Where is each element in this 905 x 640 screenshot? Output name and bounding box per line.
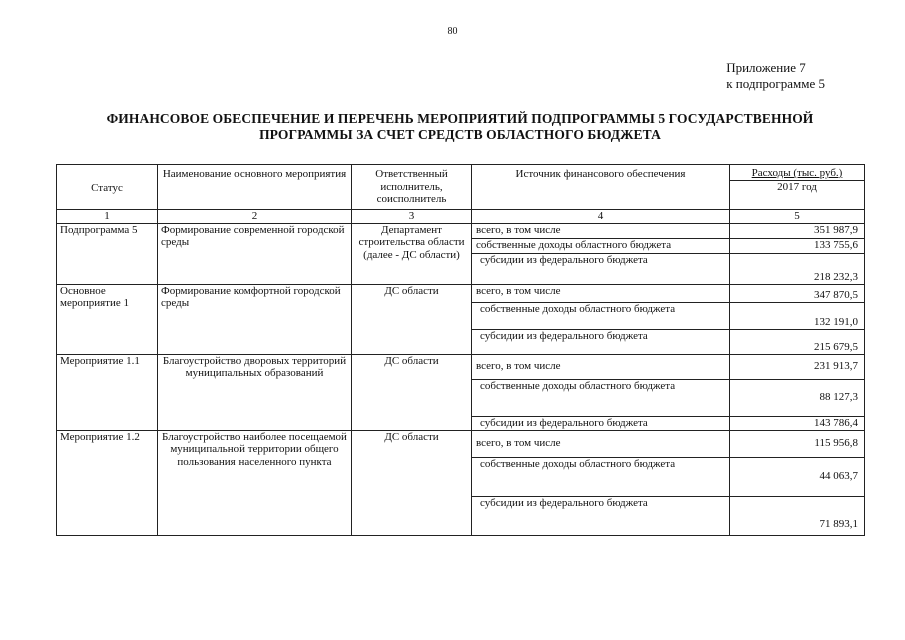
- title-line-2: ПРОГРАММЫ ЗА СЧЕТ СРЕДСТВ ОБЛАСТНОГО БЮДЖЕТА: [259, 127, 661, 142]
- row-status: Мероприятие 1.1: [57, 354, 158, 430]
- source-label: собственные доходы областного бюджета: [472, 379, 730, 416]
- source-label: собственные доходы областного бюджета: [472, 302, 730, 329]
- header-status: Статус: [57, 165, 158, 210]
- source-value: 115 956,8: [730, 430, 865, 457]
- source-value: 143 786,4: [730, 416, 865, 430]
- source-label: всего, в том числе: [472, 354, 730, 379]
- row-executor: Департамент строительства области (далее - ДС области): [352, 223, 472, 284]
- source-label: всего, в том числе: [472, 223, 730, 238]
- source-label: собственные доходы областного бюджета: [472, 238, 730, 253]
- row-executor: ДС области: [352, 354, 472, 430]
- table-row: [57, 284, 865, 302]
- row-name: Формирование комфортной городской среды: [158, 284, 352, 354]
- source-label: всего, в том числе: [472, 284, 730, 302]
- header-expenses-label: Расходы (тыс. руб.): [751, 167, 843, 179]
- source-value: 88 127,3: [730, 379, 865, 416]
- source-value: 215 679,5: [730, 329, 865, 354]
- row-executor: ДС области: [352, 284, 472, 354]
- row-status: Подпрограмма 5: [57, 223, 158, 284]
- column-number: 1: [57, 209, 158, 223]
- column-number: 3: [352, 209, 472, 223]
- source-value: 44 063,7: [730, 457, 865, 496]
- row-name: Благоустройство наиболее посещаемой муниципальной территории общего пользования населенного пункта: [158, 430, 352, 535]
- source-value: 133 755,6: [730, 238, 865, 253]
- source-label: всего, в том числе: [472, 430, 730, 457]
- appendix-note: [726, 60, 825, 92]
- source-value: 347 870,5: [730, 284, 865, 302]
- table-row: [57, 430, 865, 457]
- row-status: Основное мероприятие 1: [57, 284, 158, 354]
- source-label: субсидии из федерального бюджета: [472, 253, 730, 284]
- source-value: 218 232,3: [730, 253, 865, 284]
- source-value: 351 987,9: [730, 223, 865, 238]
- header-year: 2017 год: [730, 180, 865, 209]
- row-status: Мероприятие 1.2: [57, 430, 158, 535]
- source-label: субсидии из федерального бюджета: [472, 416, 730, 430]
- column-number: 2: [158, 209, 352, 223]
- appendix-line-2: к подпрограмме 5: [726, 76, 825, 91]
- table-row: [57, 354, 865, 379]
- row-executor: ДС области: [352, 430, 472, 535]
- source-value: 132 191,0: [730, 302, 865, 329]
- source-label: собственные доходы областного бюджета: [472, 457, 730, 496]
- source-label: субсидии из федерального бюджета: [472, 329, 730, 354]
- row-name: Формирование современной городской среды: [158, 223, 352, 284]
- document-title: [40, 111, 880, 143]
- source-value: 231 913,7: [730, 354, 865, 379]
- header-source: Источник финансового обеспечения: [472, 165, 730, 210]
- row-name: Благоустройство дворовых территорий муниципальных образований: [158, 354, 352, 430]
- header-executor: Ответственный исполнитель, соисполнитель: [352, 165, 472, 210]
- financing-table: [56, 164, 865, 536]
- source-label: субсидии из федерального бюджета: [472, 496, 730, 535]
- title-line-1: ФИНАНСОВОЕ ОБЕСПЕЧЕНИЕ И ПЕРЕЧЕНЬ МЕРОПРИЯТИЙ ПОДПРОГРАММЫ 5 ГОСУДАРСТВЕННОЙ: [106, 111, 814, 126]
- source-value: 71 893,1: [730, 496, 865, 535]
- header-row: [57, 165, 865, 181]
- column-numbers-row: [57, 209, 865, 223]
- column-number: 5: [730, 209, 865, 223]
- column-number: 4: [472, 209, 730, 223]
- table-row: [57, 223, 865, 238]
- appendix-line-1: Приложение 7: [726, 60, 806, 75]
- header-expenses: [730, 165, 865, 181]
- page-number: 80: [447, 26, 458, 37]
- header-name: Наименование основного мероприятия: [158, 165, 352, 210]
